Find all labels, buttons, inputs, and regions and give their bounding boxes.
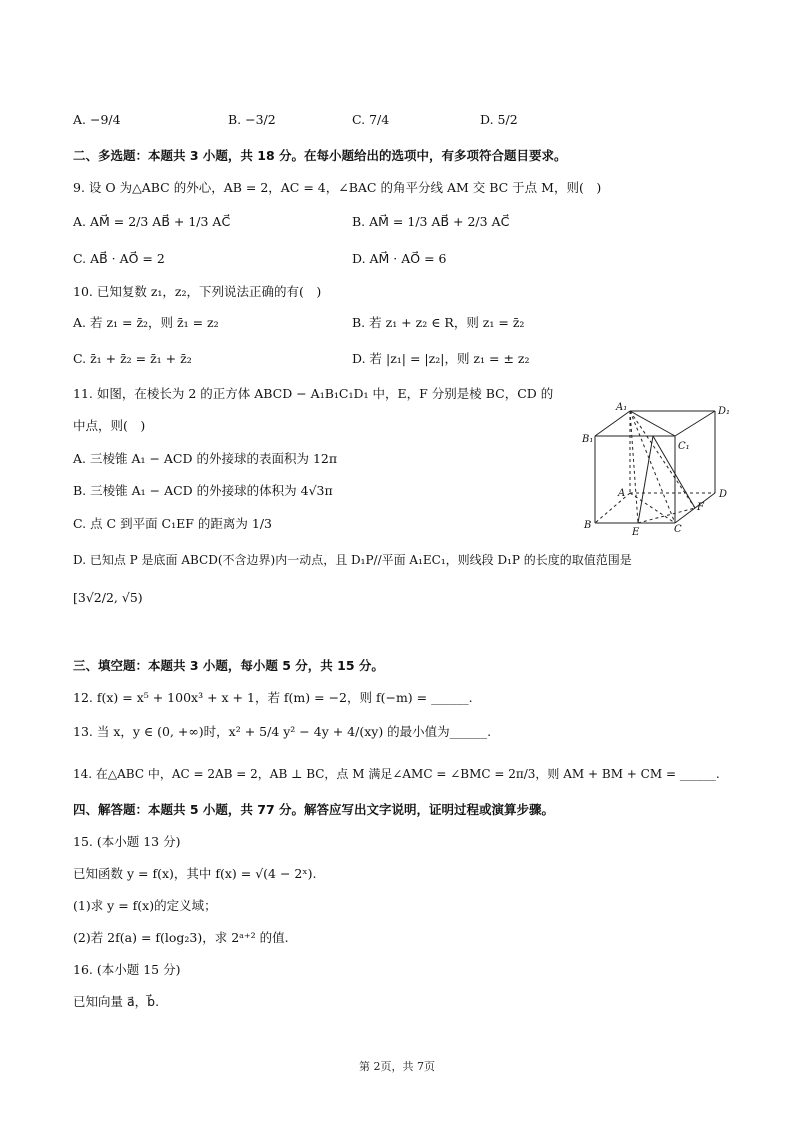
q12: 12. f(x) = x⁵ + 100x³ + x + 1，若 f(m) = −2，则 f(−m) = ______. (73, 690, 473, 705)
q8-option-a: A. −9/4 (73, 112, 121, 127)
q9-stem: 9. 设 O 为△ABC 的外心，AB = 2，AC = 4，∠BAC 的角平分线 AM 交 BC 于点 M，则( ) (73, 180, 602, 195)
section3-title: 三、填空题：本题共 3 小题，每小题 5 分，共 15 分。 (73, 658, 384, 673)
cube-figure (580, 398, 730, 538)
q15-line1: 已知函数 y = f(x)，其中 f(x) = √(4 − 2ˣ). (73, 866, 317, 881)
q13: 13. 当 x，y ∈ (0, +∞)时，x² + 5/4 y² − 4y + 4/(xy) 的最小值为______. (73, 724, 492, 739)
q8-option-c: C. 7/4 (352, 112, 390, 127)
page-footer: 第 2页，共 7页 (359, 1060, 435, 1073)
q14: 14. 在△ABC 中，AC = 2AB = 2，AB ⊥ BC，点 M 满足∠AMC = ∠BMC = 2π/3，则 AM + BM + CM = ______. (73, 767, 720, 781)
q11-stem-line1: 11. 如图，在棱长为 2 的正方体 ABCD − A₁B₁C₁D₁ 中，E，F 分别是棱 BC，CD 的 (73, 386, 554, 401)
q10-option-d: D. 若 |z₁| = |z₂|，则 z₁ = ± z₂ (352, 351, 530, 366)
q9-option-b: B. AM⃗ = 1/3 AB⃗ + 2/3 AC⃗ (352, 214, 510, 229)
q11-option-d-line2: [3√2/2, √5) (73, 590, 143, 605)
q11-option-a: A. 三棱锥 A₁ − ACD 的外接球的表面积为 12π (73, 451, 338, 466)
label-B1: B₁ (582, 434, 594, 445)
q16-heading: 16. (本小题 15 分) (73, 962, 181, 977)
q9-option-a: A. AM⃗ = 2/3 AB⃗ + 1/3 AC⃗ (73, 214, 231, 229)
q11-option-c: C. 点 C 到平面 C₁EF 的距离为 1/3 (73, 516, 272, 531)
label-C: C (674, 524, 682, 535)
q9-option-c: C. AB⃗ · AO⃗ = 2 (73, 251, 165, 266)
label-A: A (618, 488, 626, 499)
q10-option-c: C. z̄₁ + z̄₂ = z̄₁ + z̄₂ (73, 351, 192, 366)
q16-line1: 已知向量 a⃗，b⃗. (73, 994, 160, 1009)
label-F: F (697, 502, 704, 513)
q15-line2: (1)求 y = f(x)的定义域； (73, 898, 217, 913)
q8-option-b: B. −3/2 (228, 112, 276, 127)
label-E: E (632, 527, 640, 538)
q15-heading: 15. (本小题 13 分) (73, 834, 181, 849)
q8-option-d: D. 5/2 (480, 112, 518, 127)
label-D1: D₁ (718, 406, 730, 417)
q11-option-b: B. 三棱锥 A₁ − ACD 的外接球的体积为 4√3π (73, 483, 333, 498)
q10-stem: 10. 已知复数 z₁，z₂，下列说法正确的有( ) (73, 284, 322, 299)
q10-option-b: B. 若 z₁ + z₂ ∈ R，则 z₁ = z̄₂ (352, 315, 525, 330)
q11-stem-line2: 中点，则( ) (73, 418, 146, 433)
section4-title: 四、解答题：本题共 5 小题，共 77 分。解答应写出文字说明，证明过程或演算步骤。 (73, 802, 555, 817)
q10-option-a: A. 若 z₁ = z̄₂，则 z̄₁ = z₂ (73, 315, 219, 330)
q11-option-d-line1: D. 已知点 P 是底面 ABCD(不含边界)内一动点，且 D₁P//平面 A₁EC₁，则线段 D₁P 的长度的取值范围是 (73, 553, 632, 567)
section2-title: 二、多选题：本题共 3 小题，共 18 分。在每小题给出的选项中，有多项符合题目要求。 (73, 148, 567, 163)
label-C1: C₁ (678, 441, 690, 452)
label-D: D (719, 489, 728, 500)
label-A1: A₁ (616, 402, 628, 413)
q15-line3: (2)若 2f(a) = f(log₂3)，求 2ᵃ⁺² 的值. (73, 930, 289, 945)
label-B: B (584, 520, 592, 531)
q9-option-d: D. AM⃗ · AO⃗ = 6 (352, 251, 447, 266)
